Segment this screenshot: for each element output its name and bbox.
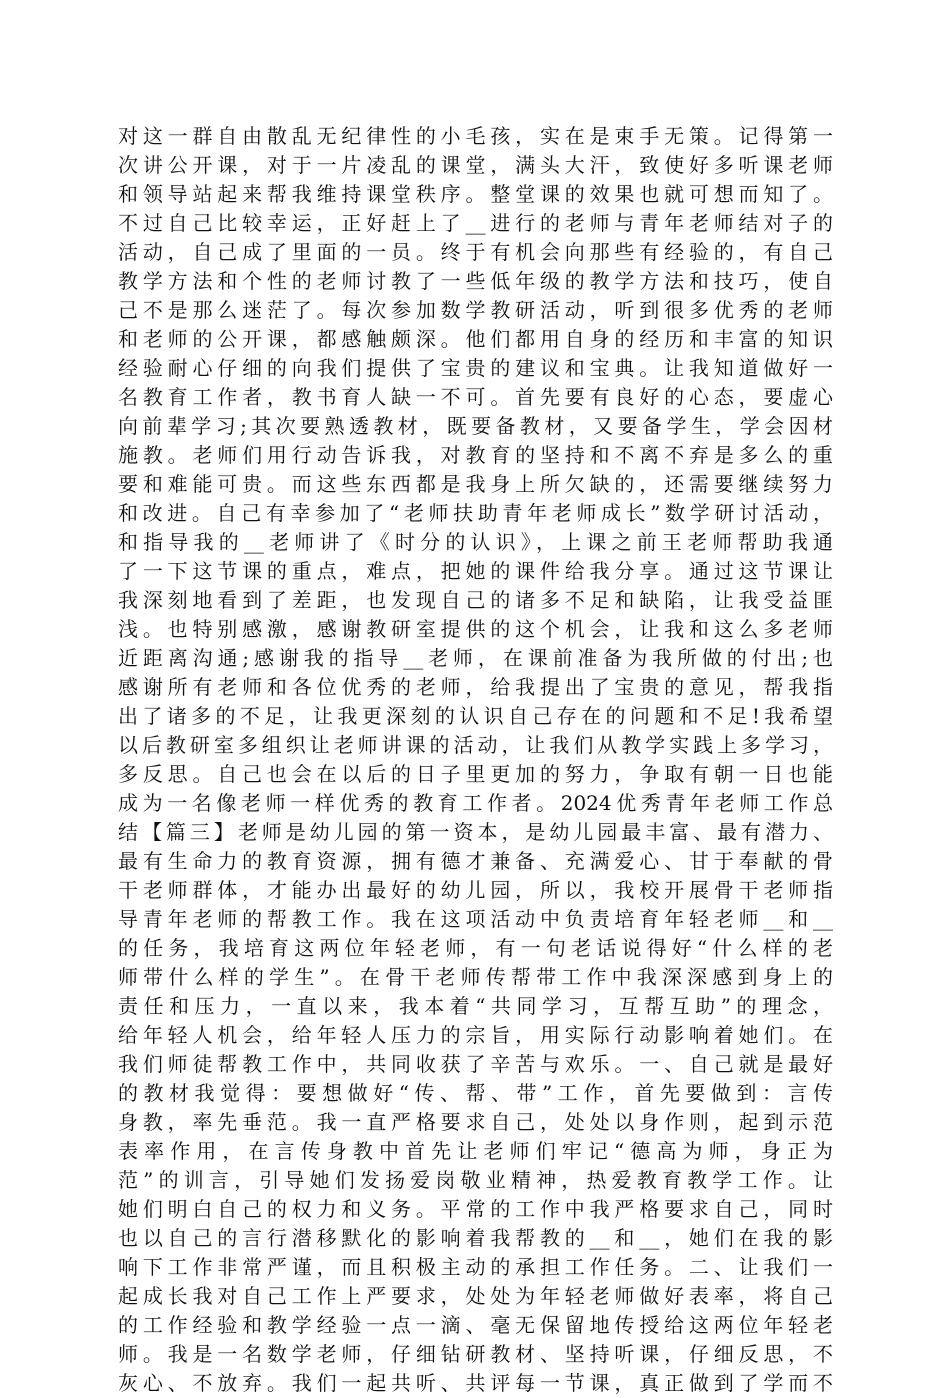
text-line: 师。我是一名数学老师，仔细钻研教材、坚持听课，仔细反思，不	[118, 1342, 833, 1366]
text-line: 最有生命力的教育资源，拥有德才兼备、充满爱心、甘于奉献的骨	[118, 849, 833, 873]
text-line: 的任务，我培育这两位年轻老师，有一句老话说得好“什么样的老	[118, 936, 833, 960]
text-line: 对这一群自由散乱无纪律性的小毛孩，实在是束手无策。记得第一	[118, 124, 833, 148]
text-line: 出了诸多的不足，让我更深刻的认识自己存在的问题和不足!我希望	[118, 704, 833, 728]
text-line: 表率作用，在言传身教中首先让老师们牢记“德高为师，身正为	[118, 1139, 833, 1163]
text-line: 成为一名像老师一样优秀的教育工作者。2024优秀青年老师工作总	[118, 791, 833, 815]
text-line: 多反思。自己也会在以后的日子里更加的努力，争取有朝一日也能	[118, 762, 833, 786]
text-line: 以后教研室多组织让老师讲课的活动，让我们从教学实践上多学习，	[118, 733, 833, 757]
text-line: 活动，自己成了里面的一员。终于有机会向那些有经验的，有自己	[118, 240, 833, 264]
text-line: 不过自己比较幸运，正好赶上了__进行的老师与青年老师结对子的	[118, 211, 833, 235]
body-text	[118, 122, 833, 1398]
text-line: 教学方法和个性的老师讨教了一些低年级的教学方法和技巧，使自	[118, 269, 833, 293]
text-line: 我们师徒帮教工作中，共同收获了辛苦与欢乐。一、自己就是最好	[118, 1052, 833, 1076]
text-line: 响下工作非常严谨，而且积极主动的承担工作任务。二、让我们一	[118, 1255, 833, 1279]
text-line: 施教。老师们用行动告诉我，对教育的坚持和不离不弃是多么的重	[118, 443, 833, 467]
text-line: 我深刻地看到了差距，也发现自己的诸多不足和缺陷，让我受益匪	[118, 588, 833, 612]
text-line: 她们明白自己的权力和义务。平常的工作中我严格要求自己，同时	[118, 1197, 833, 1221]
text-line: 导青年老师的帮教工作。我在这项活动中负责培育年轻老师__和__	[118, 907, 833, 931]
text-line: 要和难能可贵。而这些东西都是我身上所欠缺的，还需要继续努力	[118, 472, 833, 496]
text-line: 次讲公开课，对于一片凌乱的课堂，满头大汗，致使好多听课老师	[118, 153, 833, 177]
text-line: 了一下这节课的重点，难点，把她的课件给我分享。通过这节课让	[118, 559, 833, 583]
text-line: 感谢所有老师和各位优秀的老师，给我提出了宝贵的意见，帮我指	[118, 675, 833, 699]
text-line: 干老师群体，才能办出最好的幼儿园，所以，我校开展骨干老师指	[118, 878, 833, 902]
text-line: 师带什么样的学生”。在骨干老师传帮带工作中我深深感到身上的	[118, 965, 833, 989]
text-line: 向前辈学习;其次要熟透教材，既要备教材，又要备学生，学会因材	[118, 414, 833, 438]
text-line: 己不是那么迷茫了。每次参加数学教研活动，听到很多优秀的老师	[118, 298, 833, 322]
text-line: 和指导我的__老师讲了《时分的认识》，上课之前王老师帮助我通	[118, 530, 833, 554]
text-line: 范”的训言，引导她们发扬爱岗敬业精神，热爱教育教学工作。让	[118, 1168, 833, 1192]
text-line: 的工作经验和教学经验一点一滴、毫无保留地传授给这两位年轻老	[118, 1313, 833, 1337]
text-line: 也以自己的言行潜移默化的影响着我帮教的__和__，她们在我的影	[118, 1226, 833, 1250]
text-line: 近距离沟通;感谢我的指导__老师，在课前准备为我所做的付出;也	[118, 646, 833, 670]
text-line: 和改进。自己有幸参加了“老师扶助青年老师成长”数学研讨活动，	[118, 501, 833, 525]
text-line: 和老师的公开课，都感触颇深。他们都用自身的经历和丰富的知识	[118, 327, 833, 351]
text-line: 起成长我对自己工作上严要求，处处为年轻老师做好表率，将自己	[118, 1284, 833, 1308]
text-line: 经验耐心仔细的向我们提供了宝贵的建议和宝典。让我知道做好一	[118, 356, 833, 380]
text-line: 的教材我觉得：要想做好“传、帮、带”工作，首先要做到：言传	[118, 1081, 833, 1105]
text-line: 给年轻人机会，给年轻人压力的宗旨，用实际行动影响着她们。在	[118, 1023, 833, 1047]
text-line: 和领导站起来帮我维持课堂秩序。整堂课的效果也就可想而知了。	[118, 182, 833, 206]
text-line: 名教育工作者，教书育人缺一不可。首先要有良好的心态，要虚心	[118, 385, 833, 409]
text-line: 浅。也特别感激，感谢教研室提供的这个机会，让我和这么多老师	[118, 617, 833, 641]
text-line: 结【篇三】老师是幼儿园的第一资本，是幼儿园最丰富、最有潜力、	[118, 820, 833, 844]
text-line: 灰心、不放弃。我们一起共听、共评每一节课，真正做到了学而不	[118, 1371, 833, 1395]
text-line: 责任和压力，一直以来，我本着“共同学习，互帮互助”的理念，	[118, 994, 833, 1018]
text-line: 身教，率先垂范。我一直严格要求自己，处处以身作则，起到示范	[118, 1110, 833, 1134]
